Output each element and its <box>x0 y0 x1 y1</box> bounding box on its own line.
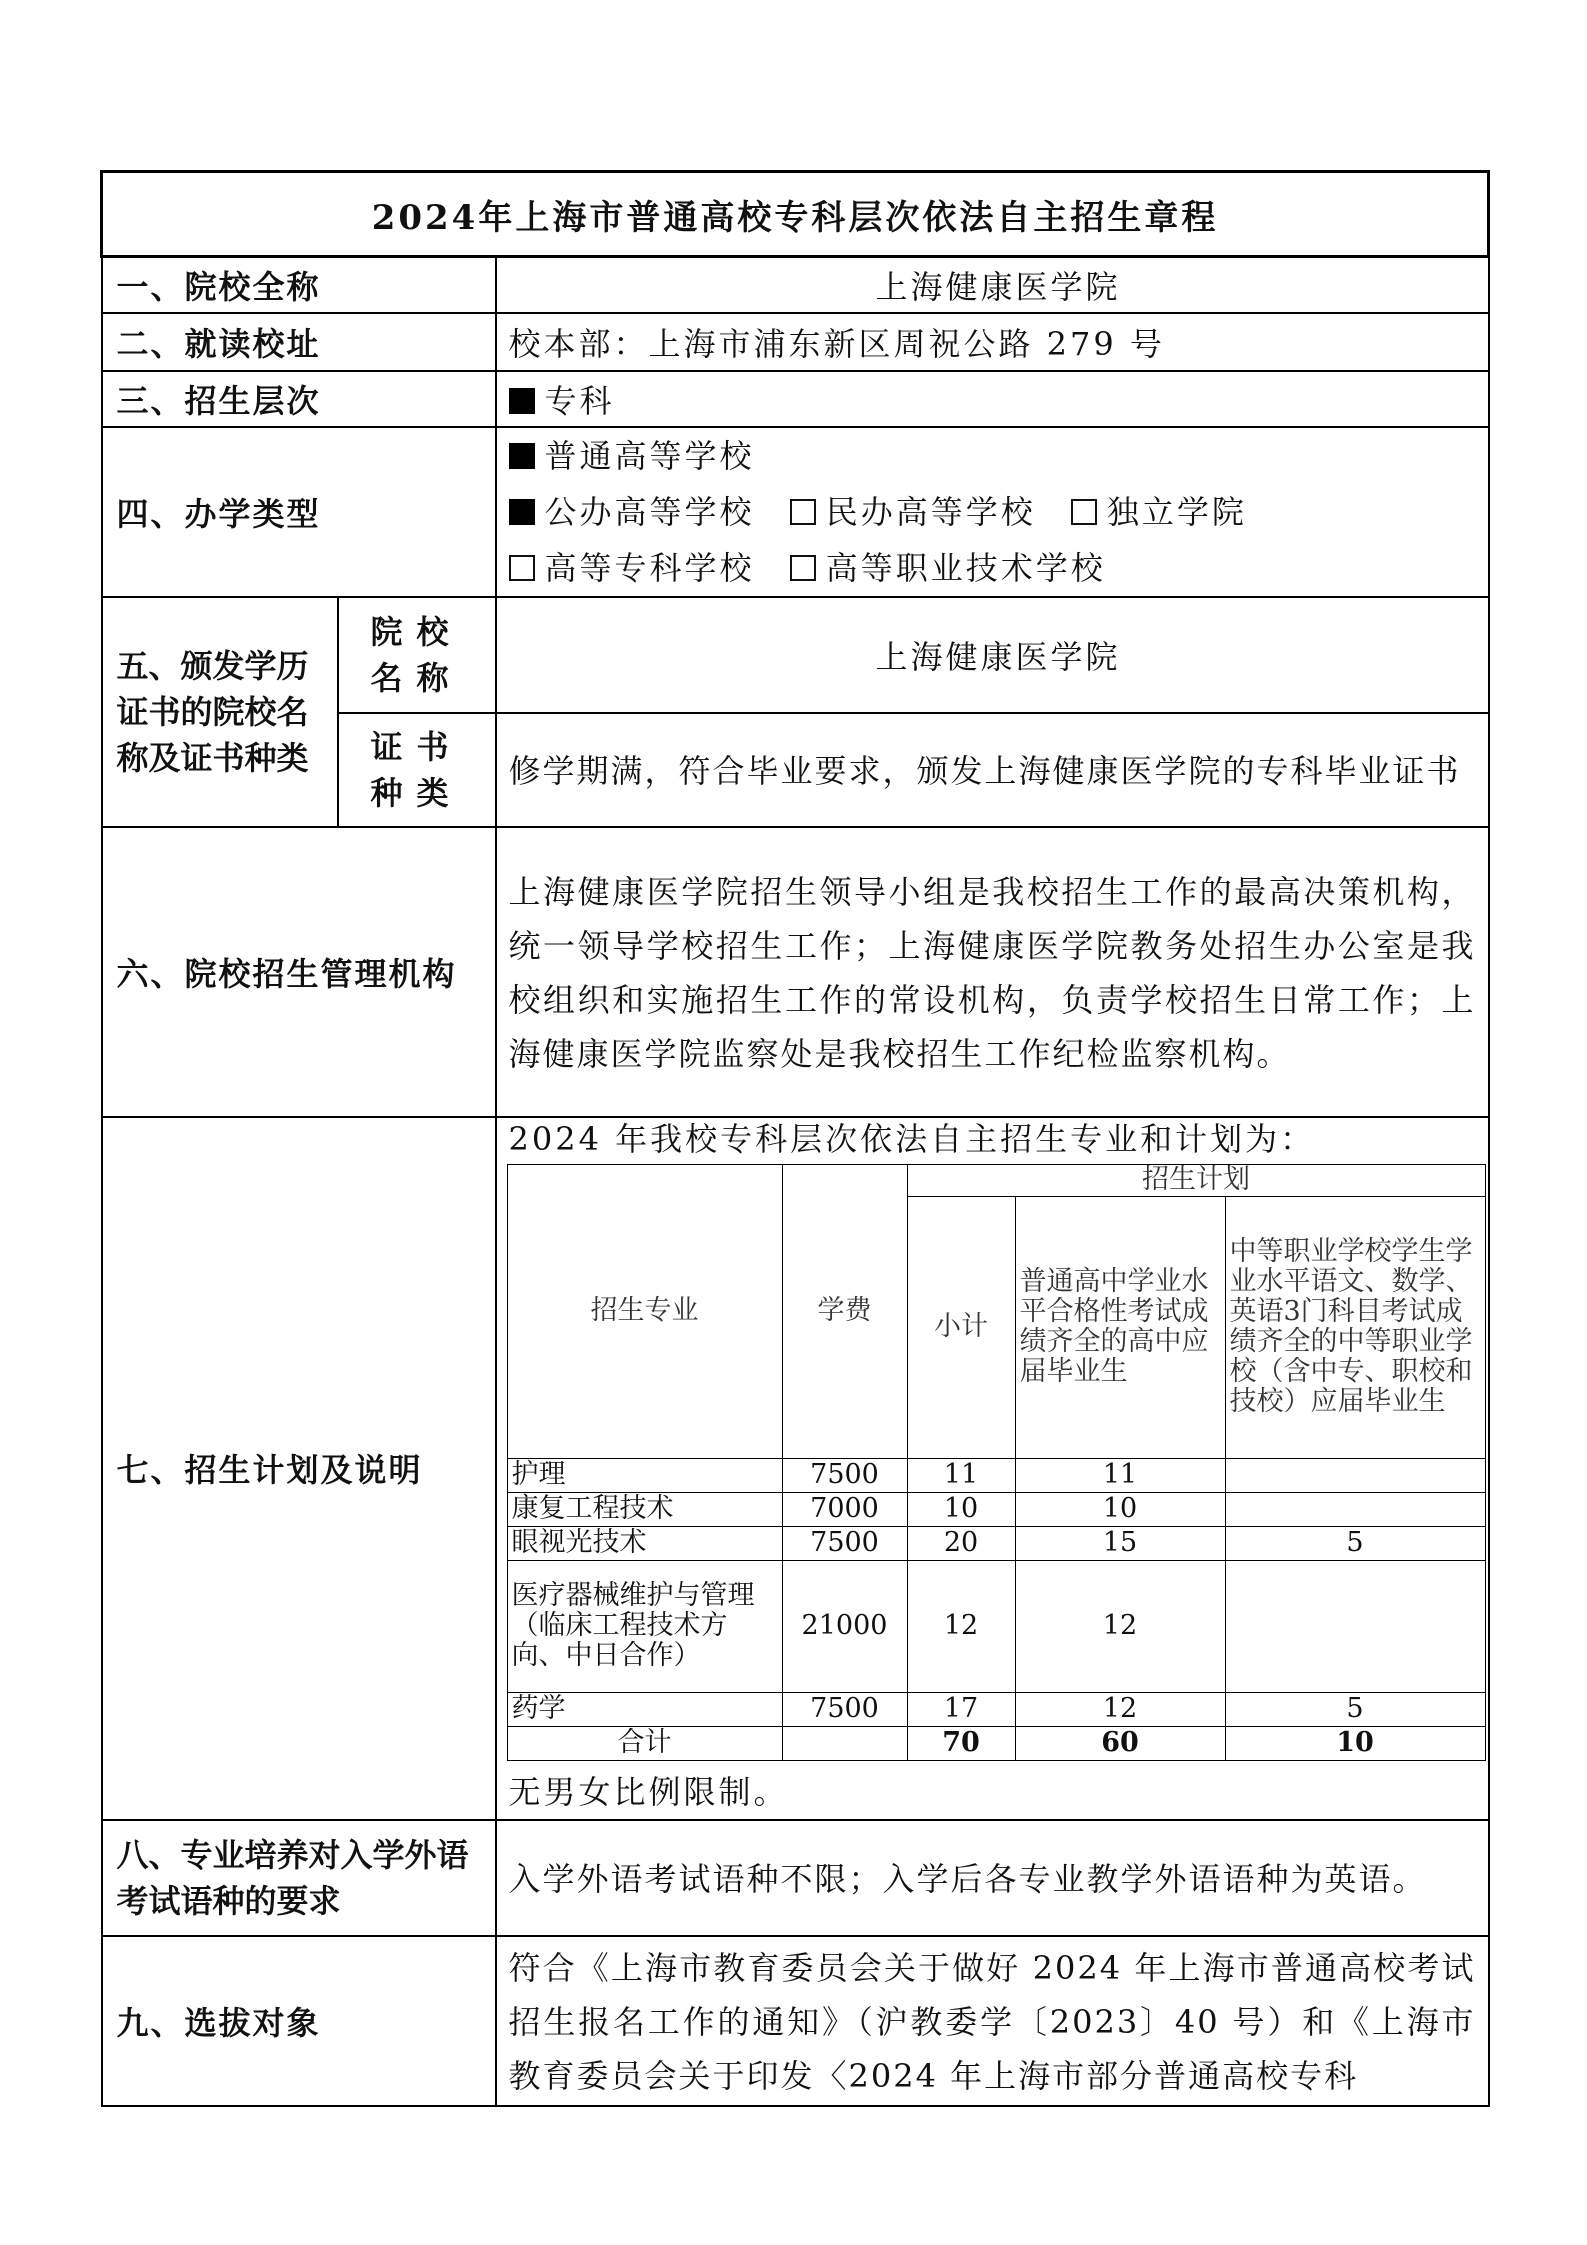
level-label: 三、招生层次 <box>102 371 496 427</box>
enrollment-plan-cell <box>496 1117 1489 1820</box>
major-cell: 眼视光技术 <box>507 1526 782 1560</box>
cert-school-name-value: 上海健康医学院 <box>496 597 1489 713</box>
major-cell: 医疗器械维护与管理（临床工程技术方向、中日合作） <box>507 1560 782 1692</box>
plan-header-row-1 <box>507 1164 1485 1196</box>
col-highschool-header: 普通高中学业水平合格性考试成绩齐全的高中应届毕业生 <box>1015 1196 1225 1458</box>
highschool-cell: 12 <box>1015 1692 1225 1726</box>
language-requirement-label: 八、专业培养对入学外语考试语种的要求 <box>102 1820 496 1936</box>
subtotal-cell: 11 <box>907 1458 1015 1492</box>
major-cell: 康复工程技术 <box>507 1492 782 1526</box>
total-row <box>507 1726 1485 1760</box>
option-vocational <box>790 549 1106 587</box>
empty-box-icon <box>1071 499 1097 525</box>
table-row <box>507 1526 1485 1560</box>
school-name-label: 一、院校全称 <box>102 257 496 313</box>
subtotal-cell: 20 <box>907 1526 1015 1560</box>
vocational-cell <box>1225 1560 1485 1692</box>
empty-box-icon <box>790 555 816 581</box>
cert-type-value: 修学期满，符合毕业要求，颁发上海健康医学院的专科毕业证书 <box>496 713 1489 827</box>
fee-cell: 21000 <box>782 1560 907 1692</box>
col-major-header: 招生专业 <box>507 1164 782 1458</box>
option-label: 公办高等学校 <box>544 492 755 531</box>
col-fee-header: 学费 <box>782 1164 907 1458</box>
type-line-3 <box>509 540 1488 596</box>
col-subtotal-header: 小计 <box>907 1196 1015 1458</box>
fee-cell: 7000 <box>782 1492 907 1526</box>
table-row <box>507 1458 1485 1492</box>
school-type-label: 四、办学类型 <box>102 427 496 597</box>
option-private <box>790 493 1036 531</box>
level-value: 专科 <box>544 381 615 420</box>
enrollment-plan-label: 七、招生计划及说明 <box>102 1117 496 1820</box>
option-label: 普通高等学校 <box>544 436 755 475</box>
vocational-cell: 5 <box>1225 1526 1485 1560</box>
total-vocational: 10 <box>1225 1726 1485 1760</box>
highschool-cell: 10 <box>1015 1492 1225 1526</box>
major-cell: 药学 <box>507 1692 782 1726</box>
address-value: 校本部：上海市浦东新区周祝公路 279 号 <box>496 313 1489 371</box>
enrollment-plan-intro: 2024 年我校专科层次依法自主招生专业和计划为： <box>508 1119 1316 1158</box>
option-public <box>509 493 755 531</box>
admissions-office-text: 上海健康医学院招生领导小组是我校招生工作的最高决策机构，统一领导学校招生工作；上海健康医学院教务处招生办公室是我校组织和实施招生工作的常设机构，负责学校招生日常工作；上海健康医学院监察处是我校招生工作纪检监察机构。 <box>496 827 1489 1117</box>
option-label: 高等专科学校 <box>544 548 755 587</box>
subtotal-cell: 17 <box>907 1692 1015 1726</box>
table-row <box>507 1560 1485 1692</box>
total-fee <box>782 1726 907 1760</box>
vocational-cell <box>1225 1458 1485 1492</box>
col-vocational-header: 中等职业学校学生学业水平语文、数学、英语3门科目考试成绩齐全的中等职业学校（含中专、职校和技校）应届毕业生 <box>1225 1196 1485 1458</box>
row-school-type <box>102 427 1489 597</box>
fee-cell: 7500 <box>782 1458 907 1492</box>
enrollment-plan-table <box>507 1164 1486 1761</box>
address-label: 二、就读校址 <box>102 313 496 371</box>
table-row <box>507 1492 1485 1526</box>
title-row <box>102 172 1489 257</box>
cert-type-label: 证书种类 <box>338 713 496 827</box>
highschool-cell: 11 <box>1015 1458 1225 1492</box>
checked-box-icon <box>509 499 535 525</box>
certificate-label: 五、颁发学历证书的院校名称及证书种类 <box>102 597 338 827</box>
option-label: 民办高等学校 <box>825 492 1036 531</box>
option-label: 高等职业技术学校 <box>825 548 1106 587</box>
option-junior-college <box>509 549 755 587</box>
school-name-value: 上海健康医学院 <box>496 257 1489 313</box>
col-plan-header: 招生计划 <box>907 1164 1485 1196</box>
school-type-options <box>496 427 1489 597</box>
checked-box-icon <box>509 388 535 414</box>
row-cert-name <box>102 597 1489 713</box>
selection-target-label: 九、选拔对象 <box>102 1936 496 2106</box>
selection-target-text: 符合《上海市教育委员会关于做好 2024 年上海市普通高校考试招生报名工作的通知》（沪教委学〔2023〕40 号）和《上海市教育委员会关于印发〈2024 年上海市部分普通高校专科 <box>496 1936 1489 2106</box>
row-admissions-office <box>102 827 1489 1117</box>
highschool-cell: 15 <box>1015 1526 1225 1560</box>
admissions-office-label: 六、院校招生管理机构 <box>102 827 496 1117</box>
gender-ratio-note: 无男女比例限制。 <box>508 1772 789 1811</box>
cert-school-name-label: 院校名称 <box>338 597 496 713</box>
vocational-cell: 5 <box>1225 1692 1485 1726</box>
option-independent <box>1071 493 1247 531</box>
table-row <box>507 1692 1485 1726</box>
fee-cell: 7500 <box>782 1692 907 1726</box>
row-level <box>102 371 1489 427</box>
highschool-cell: 12 <box>1015 1560 1225 1692</box>
type-line-1 <box>509 428 1488 484</box>
admission-charter-table <box>100 170 1490 2107</box>
subtotal-cell: 12 <box>907 1560 1015 1692</box>
empty-box-icon <box>509 555 535 581</box>
level-value-cell <box>496 371 1489 427</box>
type-line-2 <box>509 484 1488 540</box>
row-enrollment-plan <box>102 1117 1489 1820</box>
major-cell: 护理 <box>507 1458 782 1492</box>
total-highschool: 60 <box>1015 1726 1225 1760</box>
language-requirement-text: 入学外语考试语种不限；入学后各专业教学外语语种为英语。 <box>496 1820 1489 1936</box>
option-general-higher <box>509 437 755 475</box>
vocational-cell <box>1225 1492 1485 1526</box>
row-selection-target <box>102 1936 1489 2106</box>
total-subtotal: 70 <box>907 1726 1015 1760</box>
checked-box-icon <box>509 443 535 469</box>
fee-cell: 7500 <box>782 1526 907 1560</box>
option-label: 独立学院 <box>1106 492 1247 531</box>
empty-box-icon <box>790 499 816 525</box>
total-label: 合计 <box>507 1726 782 1760</box>
row-language-requirement <box>102 1820 1489 1936</box>
row-school-name <box>102 257 1489 313</box>
row-address <box>102 313 1489 371</box>
subtotal-cell: 10 <box>907 1492 1015 1526</box>
document-title: 2024年上海市普通高校专科层次依法自主招生章程 <box>102 172 1489 257</box>
